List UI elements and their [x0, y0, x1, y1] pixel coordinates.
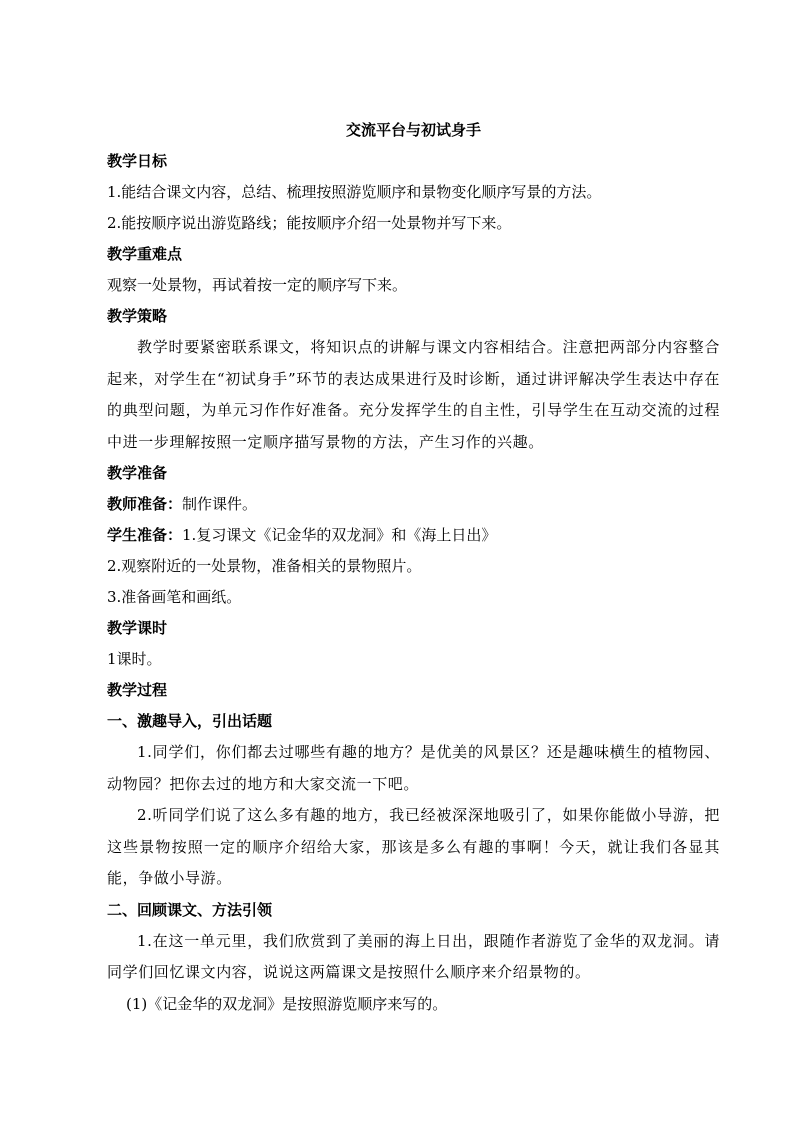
- objectives-heading: 教学日标: [107, 152, 168, 170]
- student-preparation: [107, 520, 720, 551]
- section1-heading: 一、激趣导入，引出话题: [107, 712, 273, 730]
- objective-item: 1.能结合课文内容，总结、梳理按照游览顺序和景物变化顺序写景的方法。: [107, 183, 602, 201]
- strategy-heading: 教学策略: [107, 307, 168, 325]
- difficulty-text: 观察一处景物，再试着按一定的顺序写下来。: [107, 276, 408, 294]
- teacher-preparation-text: 制作课件。: [182, 495, 258, 513]
- objective-item: 2.能按顺序说出游览路线；能按顺序介绍一处景物并写下来。: [107, 214, 512, 232]
- document-page: [107, 118, 720, 1020]
- hours-heading: 教学课时: [107, 619, 168, 637]
- strategy-paragraph: 教学时要紧密联系课文，将知识点的讲解与课文内容相结合。注意把两部分内容整合起来，对学生在“初试身手”环节的表达成果进行及时诊断，通过讲评解决学生表达中存在的典型问题，为单元习作作好准备。充分发挥学生的自主性，引导学生在互动交流的过程中进一步理解按照一定顺序描写景物的方法，产生习作的兴趣。: [107, 338, 720, 451]
- section1-paragraph: 1.同学们，你们都去过哪些有趣的地方？是优美的风景区？还是趣味横生的植物园、动物园？把你去过的地方和大家交流一下吧。: [107, 743, 720, 793]
- process-heading: 教学过程: [107, 681, 168, 699]
- preparation-heading: 教学准备: [107, 464, 168, 482]
- student-preparation-text: 1.复习课文《记金华的双龙洞》和《海上日出》: [182, 526, 497, 544]
- teacher-preparation: [107, 489, 720, 520]
- preparation-item: 3.准备画笔和画纸。: [107, 588, 242, 606]
- section2-heading: 二、回顾课文、方法引领: [107, 900, 273, 919]
- section2-subitem: (1)《记金华的双龙洞》是按照游览顺序来写的。: [126, 994, 448, 1013]
- section2-paragraph: 1.在这一单元里，我们欣赏到了美丽的海上日出，跟随作者游览了金华的双龙洞。请同学们回忆课文内容，说说这两篇课文是按照什么顺序来介绍景物的。: [107, 931, 720, 981]
- student-preparation-label: 学生准备：: [107, 526, 183, 544]
- difficulty-heading: 教学重难点: [107, 245, 183, 263]
- document-title: 交流平台与初试身手: [345, 121, 481, 139]
- preparation-item: 2.观察附近的一处景物，准备相关的景物照片。: [107, 557, 422, 575]
- section1-paragraph: 2.听同学们说了这么多有趣的地方，我已经被深深地吸引了，如果你能做小导游，把这些景物按照一定的顺序介绍给大家，那该是多么有趣的事啊！今天，就让我们各显其能，争做小导游。: [107, 806, 720, 887]
- teacher-preparation-label: 教师准备：: [107, 495, 183, 513]
- hours-text: 1课时。: [107, 650, 162, 668]
